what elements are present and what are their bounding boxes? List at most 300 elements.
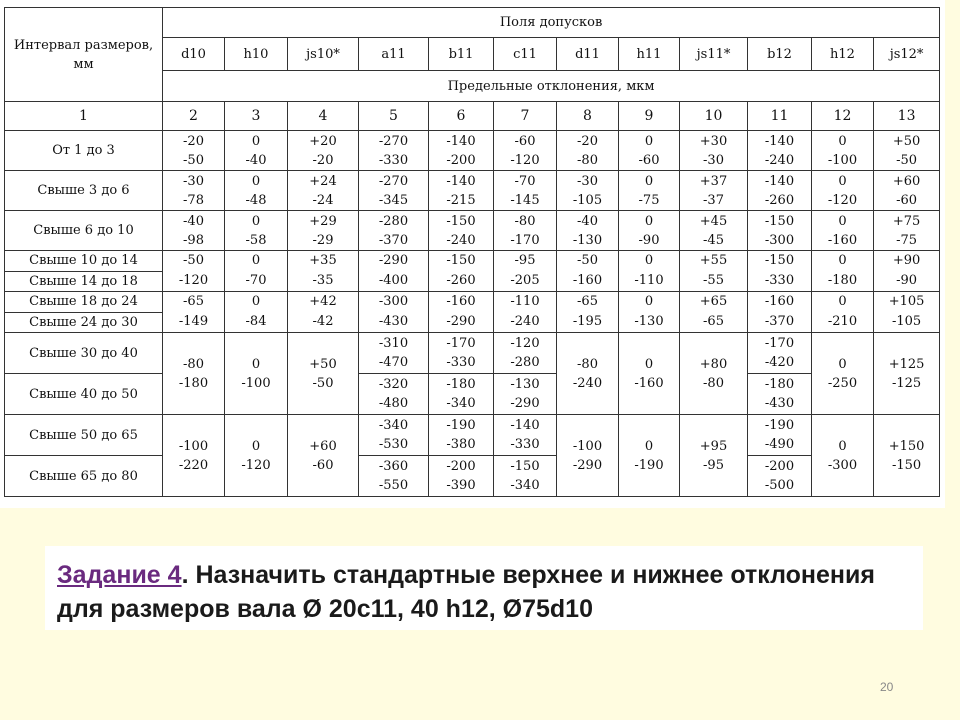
table-cell (494, 374, 557, 415)
cell-value: -380 (446, 437, 476, 452)
table-cell (557, 333, 619, 415)
cell-value: 0 (251, 356, 261, 372)
table-cell (812, 415, 874, 497)
cell-value: -195 (572, 314, 603, 329)
cell-value: -160 (572, 273, 603, 288)
cell-value: -480 (378, 396, 409, 411)
cell-value: -310 (378, 336, 409, 351)
cell-value: +55 (699, 253, 728, 268)
cell-value: -160 (827, 232, 858, 248)
table-cell (619, 333, 680, 415)
cell-value: -130 (572, 232, 603, 248)
cell-value: -180 (178, 375, 209, 391)
cell-value: -80 (514, 213, 536, 229)
field-header: h10 (225, 38, 288, 71)
field-header: h11 (619, 38, 680, 71)
cell-value: -190 (446, 418, 476, 433)
cell-value: -37 (703, 192, 724, 208)
row-label: Свыше 65 до 80 (5, 456, 163, 497)
cell-value: -120 (241, 457, 271, 473)
table-cell (748, 131, 812, 171)
table-cell (359, 374, 429, 415)
table-row (5, 8, 940, 38)
table-cell (359, 333, 429, 374)
cell-value: 0 (251, 173, 261, 189)
table-cell (225, 415, 288, 497)
cell-value: -50 (183, 253, 204, 268)
field-header: d10 (163, 38, 225, 71)
table-cell (812, 131, 874, 171)
row-label: Свыше 50 до 65 (5, 415, 163, 456)
cell-value: -340 (446, 396, 476, 411)
table-cell (680, 211, 748, 251)
cell-value: +75 (892, 213, 921, 229)
column-number: 10 (680, 102, 748, 131)
cell-value: -330 (764, 273, 795, 288)
cell-value: -65 (703, 314, 724, 329)
cell-value: -149 (178, 314, 209, 329)
table-cell (812, 333, 874, 415)
cell-value: -40 (577, 213, 598, 229)
column-number: 2 (163, 102, 225, 131)
cell-value: -120 (178, 273, 209, 288)
table-cell (748, 211, 812, 251)
column-number: 5 (359, 102, 429, 131)
cell-value: -42 (312, 314, 334, 329)
cell-value: -290 (378, 253, 409, 268)
cell-value: +30 (699, 133, 728, 149)
cell-value: 0 (251, 213, 261, 229)
cell-value: +29 (309, 213, 337, 229)
table-row (5, 456, 940, 497)
cell-value: -345 (378, 192, 409, 208)
cell-value: -95 (514, 253, 536, 268)
cell-value: 0 (251, 133, 261, 149)
cell-value: -90 (638, 232, 660, 248)
cell-value: -145 (510, 192, 540, 208)
table-cell (288, 131, 359, 171)
cell-value: -110 (634, 273, 664, 288)
cell-value: -430 (764, 396, 795, 411)
table-row (5, 251, 940, 272)
table-cell (163, 171, 225, 211)
table-cell (494, 211, 557, 251)
cell-value: +42 (309, 294, 337, 309)
cell-value: 0 (644, 133, 654, 149)
cell-value: -65 (183, 294, 204, 309)
table-cell (225, 211, 288, 251)
cell-value: +35 (309, 253, 337, 268)
cell-value: -50 (183, 152, 204, 168)
table-cell (225, 131, 288, 171)
page-number: 20 (880, 680, 894, 694)
cell-value: -240 (572, 375, 603, 391)
cell-value: -270 (378, 133, 409, 149)
cell-value: -80 (577, 356, 598, 372)
cell-value: -200 (764, 459, 795, 474)
cell-value: +80 (699, 356, 728, 372)
cell-value: -190 (764, 418, 795, 433)
table-row (5, 374, 940, 415)
table-row (5, 415, 940, 456)
table-cell (874, 292, 940, 333)
cell-value: -150 (764, 213, 795, 229)
cell-value: -55 (703, 273, 724, 288)
cell-value: -60 (896, 192, 918, 208)
cell-value: -420 (764, 355, 795, 370)
cell-value: -100 (827, 152, 858, 168)
table-cell (429, 292, 494, 333)
table-cell (359, 251, 429, 292)
field-header: a11 (359, 38, 429, 71)
row-label: От 1 до 3 (5, 131, 163, 171)
table-cell (619, 415, 680, 497)
cell-value: 0 (838, 173, 847, 189)
table-cell (812, 171, 874, 211)
cell-value: -490 (764, 437, 795, 452)
table-row (5, 131, 940, 171)
cell-value: -24 (312, 192, 334, 208)
cell-value: -40 (245, 152, 267, 168)
cell-value: 0 (838, 133, 847, 149)
table-cell (429, 374, 494, 415)
table-cell (429, 211, 494, 251)
cell-value: -160 (634, 375, 664, 391)
table-cell (680, 171, 748, 211)
table-cell (359, 131, 429, 171)
task-box (45, 546, 923, 630)
table-cell (359, 211, 429, 251)
cell-value: -45 (703, 232, 724, 248)
cell-value: 0 (644, 213, 654, 229)
table-cell (680, 131, 748, 171)
cell-value: -60 (638, 152, 660, 168)
cell-value: -20 (577, 133, 598, 149)
cell-value: +105 (888, 294, 925, 309)
cell-value: +60 (892, 173, 921, 189)
column-number: 8 (557, 102, 619, 131)
cell-value: -240 (446, 232, 476, 248)
table-cell (748, 456, 812, 497)
cell-value: -29 (312, 232, 334, 248)
cell-value: -50 (312, 375, 334, 391)
deviation-header: Предельные отклонения, мкм (163, 71, 940, 102)
cell-value: -95 (703, 457, 724, 473)
cell-value: 0 (644, 253, 654, 268)
cell-value: 0 (644, 294, 654, 309)
table-cell (429, 415, 494, 456)
table-cell (288, 292, 359, 333)
cell-value: -200 (446, 459, 476, 474)
cell-value: -210 (827, 314, 858, 329)
row-label: Свыше 24 до 30 (5, 312, 163, 333)
table-cell (494, 415, 557, 456)
cell-value: -330 (446, 355, 476, 370)
cell-value: -270 (378, 173, 409, 189)
cell-value: -370 (378, 232, 409, 248)
cell-value: 0 (838, 438, 847, 454)
cell-value: -70 (245, 273, 267, 288)
cell-value: -60 (312, 457, 334, 473)
task-body: . Назначить стандартные верхнее и нижнее отклонения для размеров вала Ø 20с11, 40 h12, Ø75d10 (57, 561, 875, 623)
cell-value: -100 (178, 438, 209, 454)
table-cell (494, 292, 557, 333)
field-header: b11 (429, 38, 494, 71)
cell-value: -180 (764, 377, 795, 392)
cell-value: -260 (446, 273, 476, 288)
cell-value: 0 (251, 294, 261, 309)
row-label: Свыше 40 до 50 (5, 374, 163, 415)
cell-value: -290 (446, 314, 476, 329)
cell-value: -170 (510, 232, 540, 248)
field-header: c11 (494, 38, 557, 71)
column-number: 6 (429, 102, 494, 131)
cell-value: -105 (572, 192, 603, 208)
cell-value: -70 (514, 173, 536, 189)
field-header: js11* (680, 38, 748, 71)
table-cell (874, 131, 940, 171)
table-cell (225, 333, 288, 415)
task-link[interactable]: Задание 4 (57, 561, 182, 589)
table-cell (812, 211, 874, 251)
table-cell (812, 292, 874, 333)
cell-value: -30 (577, 173, 598, 189)
cell-value: -150 (446, 253, 476, 268)
cell-value: -80 (183, 356, 204, 372)
table-row (5, 211, 940, 251)
cell-value: 0 (838, 294, 847, 309)
cell-value: -290 (572, 457, 603, 473)
table-cell (288, 415, 359, 497)
table-cell (225, 251, 288, 292)
cell-value: -75 (638, 192, 660, 208)
cell-value: -300 (827, 457, 858, 473)
table-cell (163, 211, 225, 251)
cell-value: +50 (309, 356, 337, 372)
table-cell (163, 333, 225, 415)
table-cell (288, 333, 359, 415)
table-cell (874, 251, 940, 292)
table-cell (748, 292, 812, 333)
cell-value: -160 (446, 294, 476, 309)
field-header: h12 (812, 38, 874, 71)
cell-value: -340 (510, 478, 540, 493)
cell-value: -140 (446, 133, 476, 149)
cell-value: +125 (888, 356, 925, 372)
table-cell (874, 211, 940, 251)
cell-value: -390 (446, 478, 476, 493)
cell-value: -160 (764, 294, 795, 309)
table-cell (429, 251, 494, 292)
cell-value: -58 (245, 232, 267, 248)
table-cell (557, 251, 619, 292)
cell-value: -250 (827, 375, 858, 391)
cell-value: -50 (577, 253, 598, 268)
table-cell (748, 374, 812, 415)
cell-value: -105 (891, 314, 922, 329)
table-cell (619, 171, 680, 211)
cell-value: -360 (378, 459, 409, 474)
row-label: Свыше 6 до 10 (5, 211, 163, 251)
table-cell (874, 171, 940, 211)
cell-value: -150 (446, 213, 476, 229)
cell-value: -280 (378, 213, 409, 229)
cell-value: -35 (312, 273, 334, 288)
cell-value: -30 (183, 173, 204, 189)
table-cell (163, 292, 225, 333)
cell-value: -550 (378, 478, 409, 493)
cell-value: -140 (764, 173, 795, 189)
cell-value: -170 (764, 336, 795, 351)
table-cell (163, 415, 225, 497)
table-cell (288, 211, 359, 251)
cell-value: +60 (309, 438, 337, 454)
table-row (5, 333, 940, 374)
cell-value: +50 (892, 133, 921, 149)
cell-value: -90 (896, 273, 918, 288)
column-number: 11 (748, 102, 812, 131)
field-header: js10* (288, 38, 359, 71)
cell-value: -20 (312, 152, 334, 168)
cell-value: -220 (178, 457, 209, 473)
cell-value: -140 (764, 133, 795, 149)
cell-value: -80 (703, 375, 724, 391)
table-cell (359, 171, 429, 211)
field-header: b12 (748, 38, 812, 71)
cell-value: -240 (764, 152, 795, 168)
cell-value: -78 (183, 192, 204, 208)
row-label: Свыше 14 до 18 (5, 271, 163, 292)
column-number: 4 (288, 102, 359, 131)
table-cell (429, 456, 494, 497)
table-row (5, 102, 940, 131)
table-cell (748, 251, 812, 292)
cell-value: -60 (514, 133, 536, 149)
table-cell (619, 131, 680, 171)
cell-value: -98 (183, 232, 204, 248)
cell-value: 0 (838, 253, 847, 268)
table-cell (429, 131, 494, 171)
table-cell (748, 171, 812, 211)
cell-value: -30 (703, 152, 724, 168)
cell-value: -120 (510, 152, 540, 168)
table-row (5, 171, 940, 211)
cell-value: -40 (183, 213, 204, 229)
table-cell (359, 456, 429, 497)
cell-value: -200 (446, 152, 476, 168)
column-number: 3 (225, 102, 288, 131)
cell-value: -430 (378, 314, 409, 329)
cell-value: -260 (764, 192, 795, 208)
table-cell (225, 171, 288, 211)
table-cell (748, 333, 812, 374)
cell-value: +65 (699, 294, 728, 309)
table-cell (812, 251, 874, 292)
row-label: Свыше 30 до 40 (5, 333, 163, 374)
cell-value: -320 (378, 377, 409, 392)
task-text (57, 558, 917, 626)
cell-value: -130 (510, 377, 540, 392)
cell-value: -300 (764, 232, 795, 248)
cell-value: -100 (572, 438, 603, 454)
cell-value: 0 (838, 213, 847, 229)
table-cell (557, 131, 619, 171)
column-number: 12 (812, 102, 874, 131)
cell-value: -84 (245, 314, 267, 329)
column-number: 7 (494, 102, 557, 131)
cell-value: +20 (309, 133, 337, 149)
row-label: Свыше 18 до 24 (5, 292, 163, 313)
cell-value: 0 (644, 356, 654, 372)
table-cell (359, 415, 429, 456)
row-label: Свыше 10 до 14 (5, 251, 163, 272)
cell-value: -120 (827, 192, 858, 208)
cell-value: -125 (891, 375, 922, 391)
cell-value: -150 (891, 457, 922, 473)
table-cell (748, 415, 812, 456)
table-cell (680, 292, 748, 333)
cell-value: -330 (378, 152, 409, 168)
table-cell (429, 333, 494, 374)
table-cell (163, 251, 225, 292)
cell-value: -370 (764, 314, 795, 329)
table-cell (494, 251, 557, 292)
tolerance-table (4, 7, 940, 497)
cell-value: -180 (446, 377, 476, 392)
cell-value: -65 (577, 294, 598, 309)
cell-value: -240 (510, 314, 540, 329)
table-cell (163, 131, 225, 171)
row-label: Свыше 3 до 6 (5, 171, 163, 211)
cell-value: -470 (378, 355, 409, 370)
cell-value: 0 (251, 253, 261, 268)
cell-value: -75 (896, 232, 918, 248)
table-cell (680, 333, 748, 415)
column-number: 1 (5, 102, 163, 131)
table-row (5, 292, 940, 313)
table-cell (288, 251, 359, 292)
table-cell (557, 292, 619, 333)
cell-value: 0 (644, 438, 654, 454)
cell-value: +24 (309, 173, 337, 189)
cell-value: +90 (892, 253, 921, 268)
table-cell (619, 292, 680, 333)
interval-header: Интервал размеров, мм (5, 8, 163, 102)
table-cell (429, 171, 494, 211)
cell-value: +150 (888, 438, 925, 454)
field-header: js12* (874, 38, 940, 71)
table-cell (288, 171, 359, 211)
table-cell (494, 333, 557, 374)
cell-value: -150 (764, 253, 795, 268)
cell-value: +45 (699, 213, 728, 229)
cell-value: -300 (378, 294, 409, 309)
cell-value: -100 (241, 375, 271, 391)
table-cell (494, 171, 557, 211)
table-cell (874, 415, 940, 497)
cell-value: -140 (510, 418, 540, 433)
cell-value: -340 (378, 418, 409, 433)
cell-value: -170 (446, 336, 476, 351)
cell-value: -400 (378, 273, 409, 288)
cell-value: -290 (510, 396, 540, 411)
cell-value: 0 (838, 356, 847, 372)
cell-value: -80 (577, 152, 598, 168)
table-cell (874, 333, 940, 415)
cell-value: +37 (699, 173, 728, 189)
table-cell (557, 211, 619, 251)
cell-value: +95 (699, 438, 728, 454)
